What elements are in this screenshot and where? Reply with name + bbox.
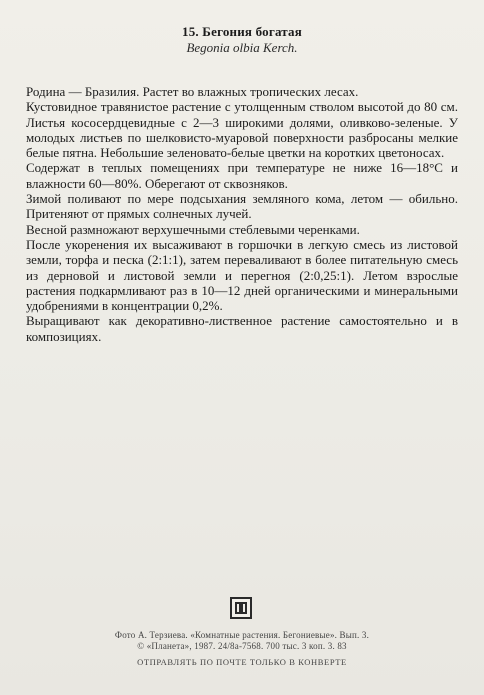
page-title: 15. Бегония богатая	[182, 24, 302, 39]
paragraph-planting: После укоренения их высаживают в горшочки в легкую смесь из листовой земли, торфа и песка (2:1:1), затем переваливают в более питательную смесь из дерновой и листовой земли и перегноя (2:0,25:1). Летом взрослые растения подкармливают раз в 10—12 дней органическими и минеральными удобрениями в концентрации 0,2%.	[26, 236, 458, 314]
publisher-imprint: © «Планета», 1987. 24/8а-7568. 700 тыс. 3 коп. 3. 83	[137, 641, 347, 651]
paragraph-description: Кустовидное травянистое растение с утолщенным стволом высотой до 80 см. Листья кососердцевидные с 2—3 широкими долями, оливково-зеленые. У молодых листьев по шелковисто-муаровой поверхности разбросаны мелкие белые пятна. Небольшие зеленовато-белые цветки на коротких цветоносах.	[26, 99, 458, 161]
paragraph-watering: Зимой поливают по мере подсыхания земляного кома, летом — обильно. Притеняют от прямых солнечных лучей.	[26, 191, 458, 222]
paragraph-conditions: Содержат в теплых помещениях при температуре не ниже 16—18°С и влажности 60—80%. Оберегают от сквозняков.	[26, 160, 458, 191]
paragraph-propagation: Весной размножают верхушечными стеблевыми черенками.	[26, 221, 360, 237]
paragraph-usage: Выращивают как декоративно-лиственное растение самостоятельно и в композициях.	[26, 313, 458, 344]
latin-name: Begonia olbia Kerch.	[186, 40, 298, 55]
publisher-logo-icon	[230, 597, 252, 619]
description-text	[26, 84, 458, 344]
mail-note: ОТПРАВЛЯТЬ ПО ПОЧТЕ ТОЛЬКО В КОНВЕРТЕ	[137, 657, 347, 667]
paragraph-origin: Родина — Бразилия. Растет во влажных тропических лесах.	[26, 84, 359, 99]
photo-credit: Фото А. Терзиева. «Комнатные растения. Бегониевые». Вып. 3.	[114, 630, 370, 640]
logo-center-bar	[239, 604, 243, 614]
